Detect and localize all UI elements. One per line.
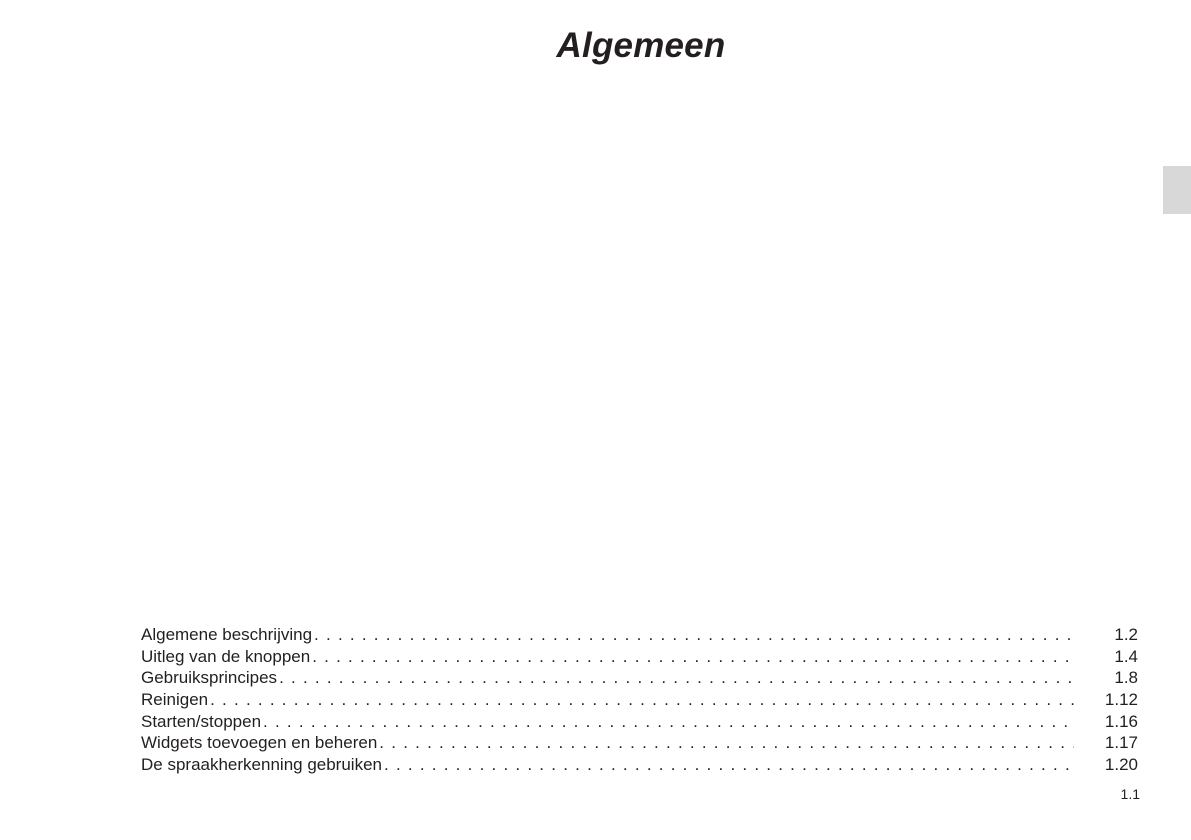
toc-entry-page: 1.2 — [1114, 625, 1138, 644]
toc-entry-page: 1.12 — [1104, 690, 1138, 710]
toc-entry-label: Uitleg van de knoppen — [141, 646, 311, 666]
toc-entry[interactable] — [141, 646, 1138, 668]
toc-dot-leader — [384, 754, 1074, 776]
toc-dot-leader — [210, 689, 1074, 711]
toc-entry[interactable] — [141, 754, 1138, 776]
toc-dot-leader — [314, 624, 1074, 646]
toc-dot-leader — [379, 732, 1074, 754]
toc-entry[interactable] — [141, 711, 1138, 733]
toc-entry-label: De spraakherkenning gebruiken — [141, 755, 382, 775]
section-tab-marker — [1163, 166, 1191, 214]
table-of-contents — [141, 624, 1138, 776]
toc-entry[interactable] — [141, 624, 1138, 646]
toc-entry-label: Starten/stoppen — [141, 711, 262, 731]
toc-entry-label: Widgets toevoegen en beheren — [141, 733, 378, 753]
page-number: 1.1 — [1120, 786, 1140, 802]
toc-entry-page: 1.17 — [1104, 733, 1138, 753]
toc-entry[interactable] — [141, 667, 1138, 689]
toc-dot-leader — [312, 646, 1074, 668]
toc-entry-label: Gebruiksprincipes — [141, 668, 278, 688]
toc-entry-page: 1.16 — [1104, 711, 1138, 731]
toc-entry-label: Algemene beschrijving — [141, 625, 313, 644]
toc-entry[interactable] — [141, 732, 1138, 754]
toc-dot-leader — [263, 711, 1074, 733]
toc-dot-leader — [279, 667, 1074, 689]
toc-entry[interactable] — [141, 689, 1138, 711]
page-title: Algemeen — [556, 26, 726, 65]
toc-entry-page: 1.20 — [1104, 755, 1138, 775]
toc-entry-label: Reinigen — [141, 690, 209, 710]
toc-entry-page: 1.8 — [1114, 668, 1138, 688]
toc-entry-page: 1.4 — [1114, 646, 1138, 666]
